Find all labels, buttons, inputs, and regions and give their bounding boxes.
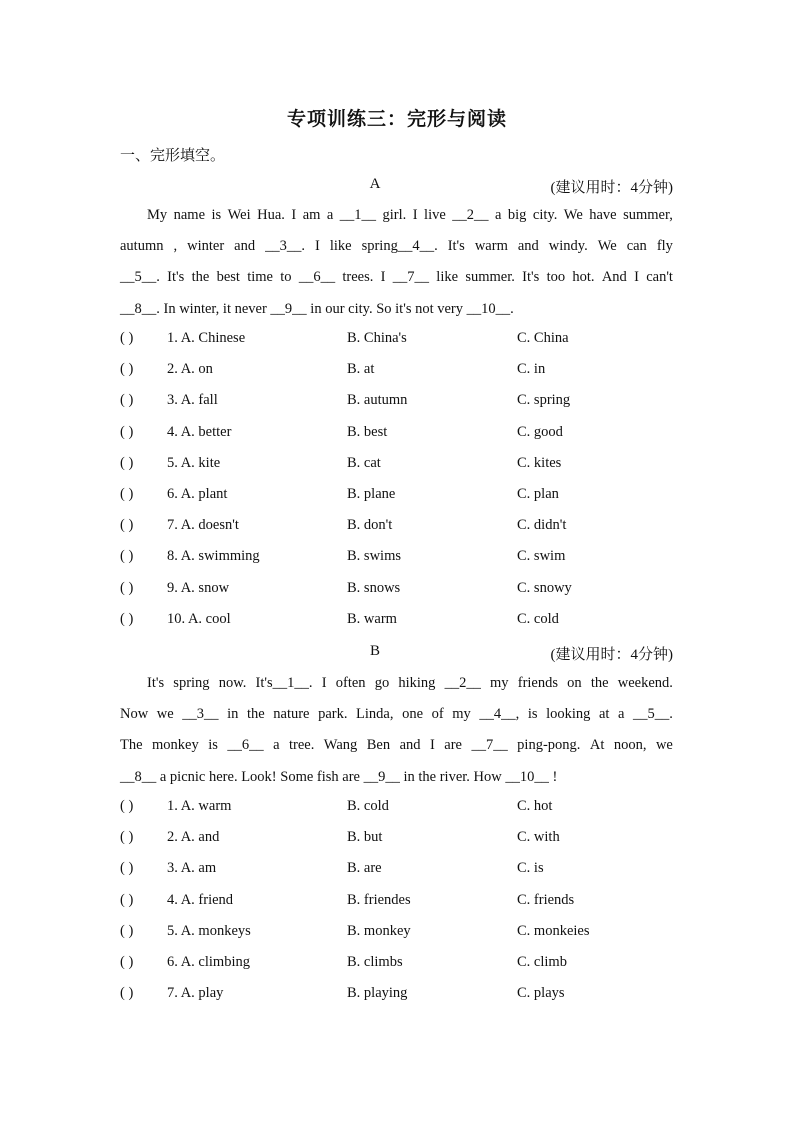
question-row — [120, 455, 680, 486]
passage-word: and — [234, 238, 256, 255]
option-c: C. is — [517, 860, 544, 877]
passage-word: of — [431, 706, 444, 723]
passage-word: the — [246, 706, 265, 723]
passage-word: have — [589, 207, 617, 223]
passage-word: a — [326, 207, 334, 223]
option-b: B. snows — [347, 579, 401, 596]
option-a: 1. A. Chinese — [167, 330, 246, 346]
passage-line — [120, 730, 673, 761]
passage-word: friends — [517, 675, 558, 691]
suggested-time: (建议用时：4分钟) — [550, 647, 673, 663]
passage-word: on — [567, 675, 582, 691]
option-a: 5. A. kite — [167, 454, 221, 471]
option-c: C. snowy — [517, 579, 572, 596]
question-row — [120, 548, 680, 579]
passage-word: It's — [147, 675, 165, 691]
option-b: B. China's — [347, 330, 407, 346]
passage-word: hot. — [572, 269, 595, 286]
answer-blank: ( ) — [120, 860, 134, 877]
passage-word: __6__ — [298, 269, 336, 286]
answer-blank: ( ) — [120, 922, 134, 939]
question-row — [120, 923, 680, 954]
passage-word: is — [208, 737, 218, 754]
passage-word: I — [412, 207, 418, 223]
passage-word: We — [597, 238, 617, 255]
passage-word: __4__, — [479, 706, 520, 723]
option-b: B. best — [347, 423, 388, 440]
passage-word: And — [601, 269, 627, 286]
passage-word: __6__ — [227, 737, 264, 754]
option-a: 3. A. fall — [167, 392, 218, 409]
option-a: 5. A. monkeys — [167, 922, 251, 939]
answer-blank: ( ) — [120, 829, 134, 846]
passage-word: __5__. — [120, 269, 160, 286]
option-c: C. friends — [517, 891, 575, 908]
option-c: C. swim — [517, 548, 566, 565]
passage-word: park. — [318, 706, 348, 723]
part-letter: A — [369, 176, 381, 192]
passage-word: It's — [522, 269, 540, 286]
question-row — [120, 330, 680, 361]
option-a: 4. A. better — [167, 423, 232, 440]
passage-word: __7__ — [471, 737, 508, 754]
passage-word: warm — [474, 238, 508, 255]
passage-word: a — [618, 706, 625, 723]
passage-word: Wang — [323, 737, 358, 754]
answer-blank: ( ) — [120, 330, 134, 346]
option-c: C. China — [517, 330, 569, 346]
option-c: C. didn't — [517, 517, 567, 534]
option-b: B. warm — [347, 610, 397, 627]
passage-word: girl. — [382, 207, 407, 223]
option-b: B. plane — [347, 486, 396, 502]
question-row — [120, 892, 680, 923]
option-c: C. good — [517, 423, 563, 440]
option-c: C. plays — [517, 985, 565, 1002]
passage-word: __7__ — [392, 269, 430, 286]
passage-word: city. — [532, 207, 558, 223]
passage-word: live — [424, 207, 446, 223]
passage-word: best — [216, 269, 240, 286]
passage-word: time — [247, 269, 273, 286]
passage-word: We — [563, 207, 583, 223]
passage-word: weekend. — [617, 675, 673, 691]
passage-word: can't — [646, 269, 673, 286]
answer-blank: ( ) — [120, 361, 134, 378]
passage — [120, 668, 673, 793]
passage-word: looking — [546, 706, 591, 723]
option-a: 6. A. climbing — [167, 954, 250, 970]
option-c: C. cold — [517, 610, 559, 627]
passage-word: the — [590, 675, 609, 691]
passage-word: too — [546, 269, 566, 286]
passage-word: like — [329, 238, 352, 255]
passage-line: __8__. In winter, it never __9__ in our city. So it's not very __10__. — [120, 300, 514, 317]
question-row — [120, 829, 680, 860]
answer-blank: ( ) — [120, 392, 134, 409]
option-b: B. at — [347, 361, 375, 378]
passage-line: __8__ a picnic here. Look! Some fish are __9__ in the river. How __10__ ! — [120, 768, 558, 785]
question-row — [120, 424, 680, 455]
passage-line — [120, 262, 673, 293]
option-b: B. friendes — [347, 891, 411, 908]
option-c: C. monkeies — [517, 922, 590, 939]
passage-word: the — [191, 269, 210, 286]
passage-word: It's__1__. — [255, 675, 313, 691]
passage-word: __2__ — [444, 675, 481, 691]
passage-line — [120, 668, 673, 699]
option-a: 10. A. cool — [167, 610, 231, 627]
passage-word: is — [211, 207, 222, 223]
passage-word: noon, — [613, 737, 647, 754]
question-row — [120, 954, 680, 985]
passage-word: spring — [173, 675, 210, 691]
passage-word: and — [517, 238, 539, 255]
passage — [120, 200, 673, 325]
option-a: 2. A. on — [167, 361, 213, 378]
option-a: 3. A. am — [167, 860, 217, 877]
passage-word: It's — [447, 238, 465, 255]
passage-word: I — [291, 207, 297, 223]
passage-word: My — [147, 207, 168, 223]
passage-word: , — [173, 238, 178, 255]
passage-word: a — [494, 207, 502, 223]
passage-word: at — [598, 706, 610, 723]
passage-word: spring__4__. — [361, 238, 438, 255]
passage-word: Wei — [227, 207, 251, 223]
option-c: C. climb — [517, 954, 567, 970]
answer-blank: ( ) — [120, 985, 134, 1002]
answer-blank: ( ) — [120, 548, 134, 565]
passage-word: At — [589, 737, 605, 754]
answer-blank: ( ) — [120, 891, 134, 908]
option-a: 8. A. swimming — [167, 548, 260, 565]
passage-word: I — [321, 675, 327, 691]
passage-word: I — [380, 269, 386, 286]
passage-word: go — [374, 675, 390, 691]
answer-blank: ( ) — [120, 486, 134, 502]
section-heading: 一、完形填空。 — [120, 148, 226, 164]
passage-word: winter — [187, 238, 225, 255]
option-a: 7. A. doesn't — [167, 517, 239, 534]
passage-word: __3__ — [182, 706, 219, 723]
passage-word: __5__. — [633, 706, 673, 723]
passage-word: fly — [656, 238, 673, 255]
passage-line — [120, 699, 673, 730]
suggested-time: (建议用时：4分钟) — [550, 180, 673, 196]
passage-word: I — [429, 737, 435, 754]
passage-word: monkey — [152, 737, 199, 754]
option-b: B. cat — [347, 454, 381, 471]
part-header — [120, 643, 673, 663]
passage-word: hiking — [398, 675, 436, 691]
question-row — [120, 985, 680, 1016]
option-a: 1. A. warm — [167, 798, 232, 814]
passage-word: __1__ — [339, 207, 377, 223]
option-c: C. plan — [517, 486, 559, 502]
option-c: C. spring — [517, 392, 571, 409]
passage-word: summer. — [465, 269, 515, 286]
answer-blank: ( ) — [120, 798, 134, 814]
answer-blank: ( ) — [120, 454, 134, 471]
passage-word: __3__. — [265, 238, 305, 255]
answer-blank: ( ) — [120, 579, 134, 596]
question-row — [120, 798, 680, 829]
option-a: 2. A. and — [167, 829, 220, 846]
passage-word: often — [335, 675, 366, 691]
option-c: C. in — [517, 361, 546, 378]
option-b: B. monkey — [347, 922, 411, 939]
passage-word: name — [173, 207, 206, 223]
option-a: 7. A. play — [167, 985, 224, 1002]
passage-word: in — [227, 706, 239, 723]
passage-word: autumn — [120, 238, 164, 255]
passage-word: The — [120, 737, 143, 754]
passage-word: Now — [120, 706, 149, 723]
passage-word: we — [156, 706, 174, 723]
passage-word: to — [280, 269, 292, 286]
option-b: B. swims — [347, 548, 401, 565]
passage-word: trees. — [342, 269, 374, 286]
option-a: 4. A. friend — [167, 891, 234, 908]
answer-blank: ( ) — [120, 517, 134, 534]
question-row — [120, 860, 680, 891]
option-b: B. playing — [347, 985, 408, 1002]
page-title: 专项训练三：完形与阅读 — [286, 109, 507, 130]
option-c: C. hot — [517, 798, 553, 814]
passage-word: we — [655, 737, 673, 754]
passage-word: summer, — [623, 207, 673, 223]
question-row — [120, 486, 680, 517]
option-b: B. autumn — [347, 392, 408, 409]
passage-word: big — [507, 207, 527, 223]
passage-word: and — [399, 737, 421, 754]
question-row — [120, 611, 680, 642]
option-b: B. climbs — [347, 954, 403, 970]
passage-word: I — [634, 269, 639, 286]
option-c: C. kites — [517, 454, 562, 471]
passage-word: windy. — [548, 238, 588, 255]
passage-word: Linda, — [356, 706, 394, 723]
passage-word: my — [490, 675, 509, 691]
question-row — [120, 392, 680, 423]
passage-word: now. — [218, 675, 247, 691]
option-a: 9. A. snow — [167, 579, 230, 596]
option-a: 6. A. plant — [167, 486, 228, 502]
passage-word: I — [314, 238, 320, 255]
question-row — [120, 580, 680, 611]
passage-word: Ben — [366, 737, 391, 754]
passage-word: my — [452, 706, 471, 723]
option-b: B. are — [347, 860, 382, 877]
passage-line — [120, 200, 673, 231]
passage-word: like — [436, 269, 459, 286]
passage-word: is — [527, 706, 538, 723]
passage-word: ping-pong. — [517, 737, 581, 754]
passage-word: can — [626, 238, 647, 255]
answer-blank: ( ) — [120, 954, 134, 970]
passage-word: one — [402, 706, 424, 723]
question-row — [120, 361, 680, 392]
option-b: B. cold — [347, 798, 389, 814]
passage-word: are — [444, 737, 462, 754]
passage-word: tree. — [288, 737, 315, 754]
passage-word: am — [302, 207, 321, 223]
option-b: B. don't — [347, 517, 393, 534]
passage-word: __2__ — [452, 207, 489, 223]
answer-blank: ( ) — [120, 610, 134, 627]
passage-word: nature — [273, 706, 310, 723]
part-letter: B — [369, 643, 380, 659]
passage-word: Hua. — [257, 207, 285, 223]
question-row — [120, 517, 680, 548]
option-b: B. but — [347, 829, 383, 846]
passage-word: a — [273, 737, 280, 754]
passage-word: It's — [167, 269, 185, 286]
passage-line — [120, 231, 673, 262]
part-header — [120, 176, 673, 196]
answer-blank: ( ) — [120, 423, 134, 440]
option-c: C. with — [517, 829, 560, 846]
